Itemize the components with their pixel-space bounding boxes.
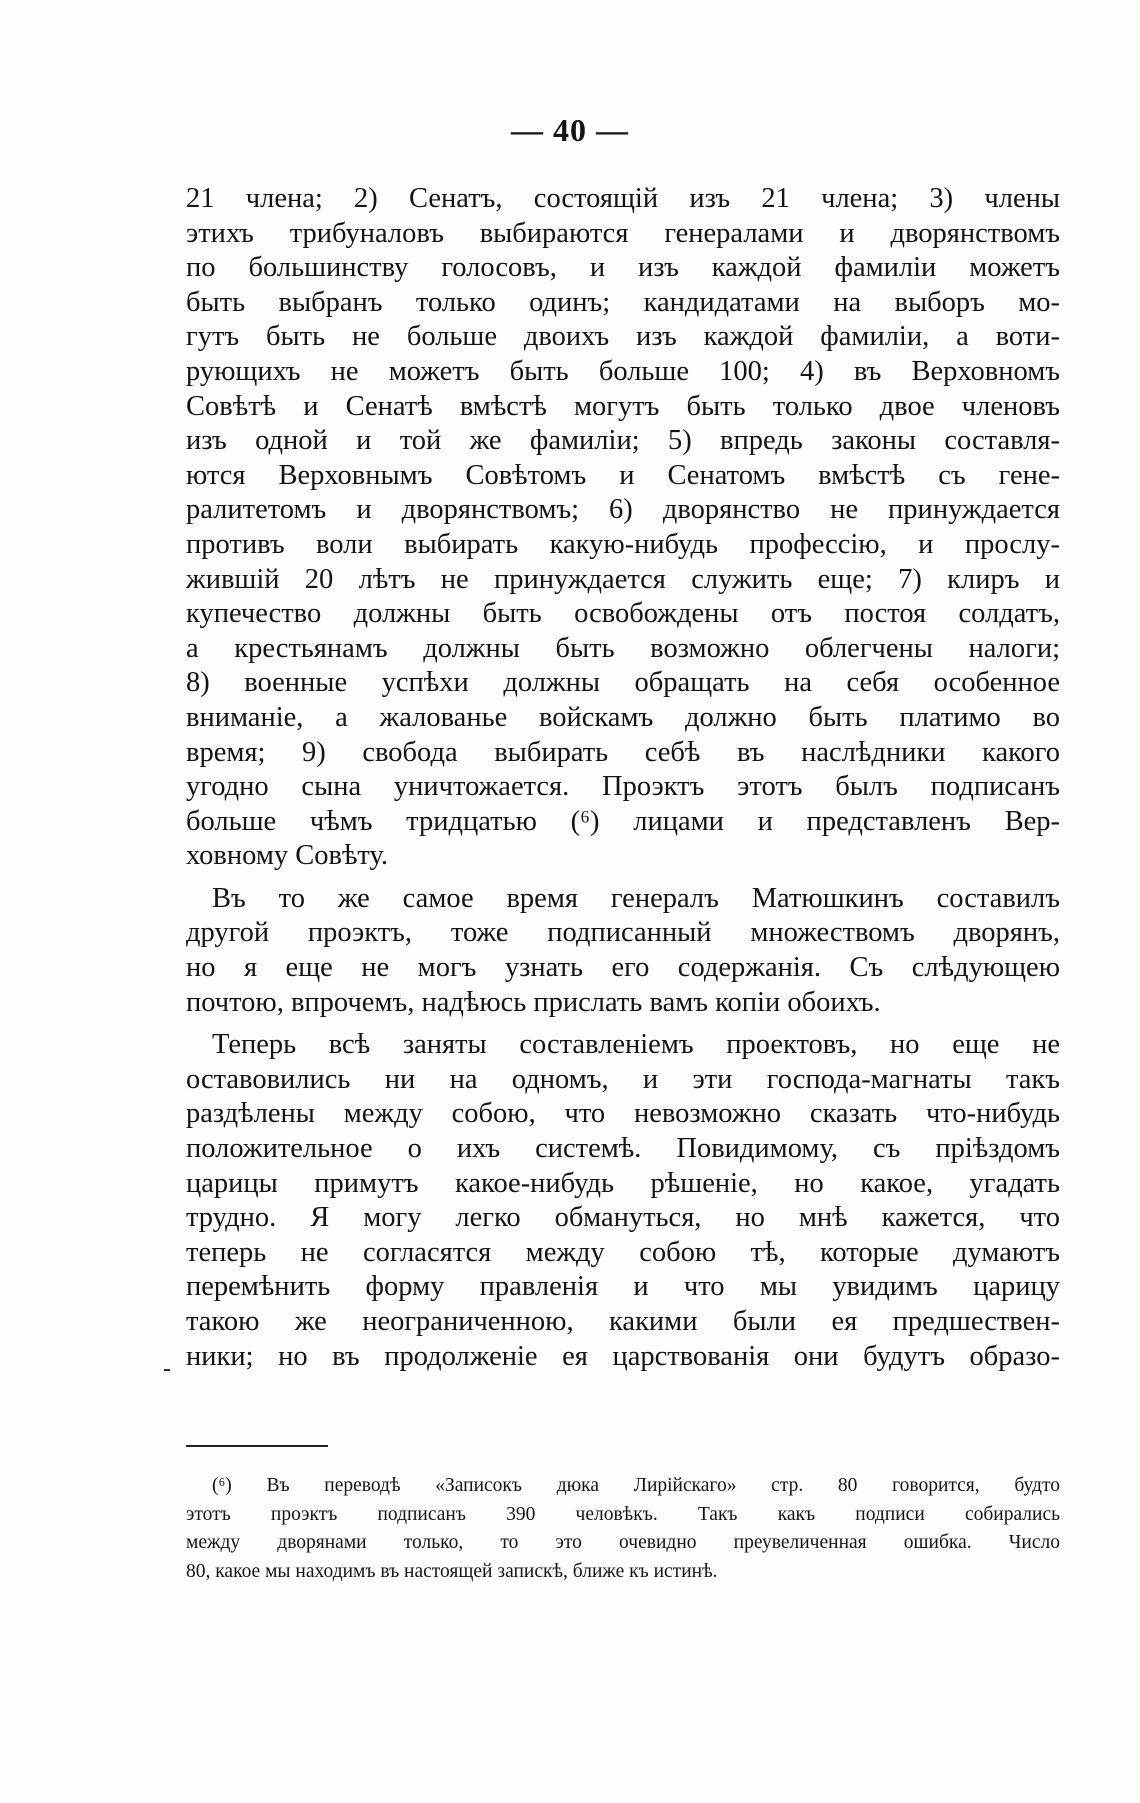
text-line: противъ воли выбирать какую-нибудь профессію, и прослу-	[186, 528, 1060, 560]
text-line: теперь не согласятся между собою тѣ, которые думаютъ	[186, 1236, 1060, 1268]
text-line: такою же неограниченною, какими были ея предшествен-	[186, 1306, 1060, 1337]
text-line: 21 члена; 2) Сенатъ, состоящій изъ 21 члена; 3) члены	[186, 183, 1060, 214]
text-line: по большинству голосовъ, и изъ каждой фамиліи можетъ	[186, 252, 1060, 284]
text-line: а крестьянамъ должны быть возможно облегчены налоги;	[186, 632, 1060, 664]
text-line: угодно сына уничтожается. Проэктъ этотъ былъ подписанъ	[186, 771, 1060, 803]
text-line: другой проэктъ, тоже подписанный множествомъ дворянъ,	[186, 917, 1060, 949]
text-line: жившій 20 лѣтъ не принуждается служить еще; 7) клиръ и	[186, 563, 1060, 595]
footnote-line: (⁶) Въ переводѣ «Записокъ дюка Лирійскаго» стр. 80 говорится, будто	[212, 1475, 1060, 1496]
page-number: — 40 —	[511, 112, 629, 148]
text-line: положительное о ихъ системѣ. Повидимому, съ пріѣздомъ	[186, 1133, 1060, 1165]
text-line-with-footnote-ref: больше чѣмъ тридцатью (⁶) лицами и представленъ Вер-	[186, 805, 1060, 837]
text-line: почтою, впрочемъ, надѣюсь прислать вамъ копіи обоихъ.	[186, 986, 881, 1018]
text-line: оставовились ни на одномъ, и эти господа-магнаты такъ	[186, 1063, 1060, 1095]
footnote-line: этотъ проэктъ подписанъ 390 человѣкъ. Такъ какъ подписи собирались	[186, 1503, 1060, 1525]
text-line: Въ то же самое время генералъ Матюшкинъ составилъ	[212, 882, 1060, 914]
body-text	[186, 182, 1060, 1374]
text-line: перемѣнить форму правленія и что мы увидимъ царицу	[186, 1271, 1060, 1303]
text-line: ники; но въ продолженіе ея царствованія они будутъ образо-	[186, 1340, 1060, 1372]
text-line: изъ одной и той же фамиліи; 5) впредь законы составля-	[186, 425, 1060, 457]
text-line: царицы примутъ какое-нибудь рѣшеніе, но какое, угадать	[186, 1167, 1060, 1199]
footnote-line: между дворянами только, то это очевидно преувеличенная ошибка. Число	[186, 1532, 1060, 1554]
text-line: ховному Совѣту.	[186, 840, 389, 872]
text-line: Совѣтѣ и Сенатѣ вмѣстѣ могутъ быть только двое членовъ	[186, 390, 1060, 422]
footnote-divider	[186, 1445, 328, 1447]
paragraph-gap	[186, 874, 1060, 882]
margin-mark: -	[163, 1356, 171, 1382]
footnote-line: 80, какое мы находимъ въ настоящей запискѣ, ближе къ истинѣ.	[186, 1560, 718, 1582]
text-line: гутъ быть не больше двоихъ изъ каждой фамиліи, а воти-	[186, 321, 1060, 353]
text-line: ются Верховнымъ Совѣтомъ и Сенатомъ вмѣстѣ съ гене-	[186, 459, 1060, 491]
text-line: Теперь всѣ заняты составленіемъ проектовъ, но еще не	[212, 1029, 1060, 1061]
text-line: 8) военные успѣхи должны обращать на себя особенное	[186, 667, 1060, 699]
text-line: быть выбранъ только одинъ; кандидатами на выборъ мо-	[186, 286, 1060, 318]
text-line: но я еще не могъ узнать его содержанія. Съ слѣдующею	[186, 952, 1060, 984]
text-line: время; 9) свобода выбирать себѣ въ наслѣдники какого	[186, 736, 1060, 768]
text-line: раздѣлены между собою, что невозможно сказать что-нибудь	[186, 1098, 1060, 1130]
text-line: ралитетомъ и дворянствомъ; 6) дворянство не принуждается	[186, 494, 1060, 526]
text-line: вниманіе, а жалованье войскамъ должно быть платимо во	[186, 701, 1060, 733]
text-line: рующихъ не можетъ быть больше 100; 4) въ Верховномъ	[186, 355, 1060, 387]
paragraph-gap	[186, 1020, 1060, 1028]
text-line: этихъ трибуналовъ выбираются генералами и дворянствомъ	[186, 217, 1060, 249]
text-line: купечество должны быть освобождены отъ постоя солдатъ,	[186, 598, 1060, 630]
text-line: трудно. Я могу легко обмануться, но мнѣ кажется, что	[186, 1202, 1060, 1234]
footnotes	[186, 1472, 1060, 1586]
